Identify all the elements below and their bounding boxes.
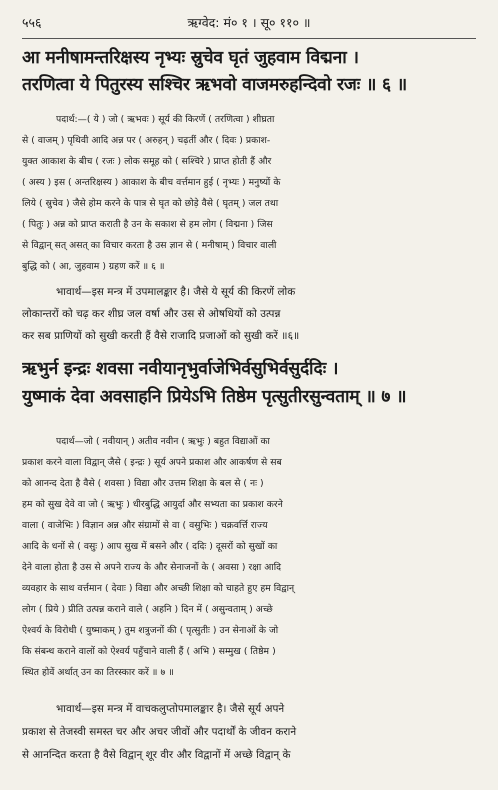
padartha-7-line: प्रकाश करने वाला विद्वान् जैसे ( इन्द्रः ) सूर्य अपने प्रकाश और आकर्षण से सब bbox=[22, 457, 282, 468]
padartha-7-line: को आनन्द देता है वैसे ( शवसा ) विद्या और उत्तम शिक्षा के बल से ( नः ) bbox=[22, 478, 264, 489]
running-title: ऋग्वेद: मं० १ । सू० ११० ॥ bbox=[187, 15, 311, 30]
padartha-7-line: स्थित होवें अर्थात् उन का तिरस्कार करें ॥ ७ ॥ bbox=[22, 667, 174, 678]
page-header bbox=[22, 14, 476, 34]
verse-6-line-2: तरणित्वा ये पितुरस्य सश्चिर ऋभवो वाजमरुहन्दिवो रजः ॥ ६ ॥ bbox=[22, 75, 407, 95]
bhavartha-7-line: प्रकाश से तेजस्वी समस्त चर और अचर जीवों और पदार्थों के जीवन कराने bbox=[22, 726, 297, 738]
bhavartha-6-line: कर सब प्राणियों को सुखी करती हैं वैसे राजादि प्रजाओं को सुखी करें ॥६॥ bbox=[22, 330, 300, 342]
padartha-6-line: ( अस्य ) इस ( अन्तरिक्षस्य ) आकाश के बीच वर्त्तमान हुई ( नृभ्यः ) मनुष्यों के bbox=[22, 177, 281, 188]
page-number: ५५६ bbox=[22, 15, 42, 30]
bhavartha-6-line: लोकान्तरों को चढ़ कर शीघ्र जल वर्षा और उस से ओषधियों को उत्पन्न bbox=[22, 308, 281, 320]
padartha-7-line: आदि के धनों से ( वसुः ) आप सुख में बसने और ( ददिः ) दूसरों को सुखों का bbox=[22, 541, 278, 552]
padartha-6-line: ( पितुः ) अन्न को प्राप्त कराती है उन के सकाश से हम लोग ( विद्मना ) जिस bbox=[22, 219, 273, 230]
verse-7-line-1: ऋभुर्न इन्द्रः शवसा नवीयानृभुर्वाजेभिर्वसुभिर्वसुर्ददिः । bbox=[22, 359, 339, 379]
verse-7-line-2: युष्माकं देवा अवसाहनि प्रियेऽभि तिष्ठेम पृत्सुतीरसुन्वताम् ॥ ७ ॥ bbox=[22, 387, 407, 407]
bhavartha-7-line: भावार्थ—इस मन्त्र में वाचकलुप्तोपमालङ्कार है। जैसे सूर्य अपने bbox=[56, 703, 285, 715]
padartha-6-line: पदार्थ:—( ये ) जो ( ऋभवः ) सूर्य की किरणें ( तरणित्वा ) शीघ्रता bbox=[56, 114, 275, 125]
bhavartha-6-line: भावार्थ—इस मन्त्र में उपमालङ्कार है। जैसे ये सूर्य की किरणें लोक bbox=[56, 286, 296, 298]
padartha-7-line: व्यवहार के साथ वर्त्तमान ( देवाः ) विद्या और अच्छी शिक्षा को चाहते हुए हम विद्वान् bbox=[22, 583, 295, 594]
padartha-6-line: युक्त आकाश के बीच ( रजः ) लोक समूह को ( सश्चिरे ) प्राप्त होती हैं और bbox=[22, 156, 272, 167]
padartha-7-line: हम को सुख देवे वा जो ( ऋभुः ) धीरबुद्धि आयुर्दा और सभ्यता का प्रकाश करने bbox=[22, 499, 283, 510]
bhavartha-7-line: से आनन्दित करता है वैसे विद्वान् शूर वीर और विद्वानों में अच्छे विद्वान् के bbox=[22, 749, 291, 761]
padartha-7-line: लोग ( प्रिये ) प्रीति उत्पन्न कराने वाले ( अहनि ) दिन में ( असुन्वताम् ) अच्छे bbox=[22, 604, 273, 615]
verse-6-line-1: आ मनीषामन्तरिक्षस्य नृभ्यः स्रुचेव घृतं जुहवाम विद्मना । bbox=[22, 48, 359, 68]
header-rule bbox=[22, 38, 476, 39]
padartha-6-line: बुद्धि को ( आ, जुहवाम ) ग्रहण करें ॥ ६ ॥ bbox=[22, 261, 165, 272]
padartha-6-line: से विद्वान् सत् असत् का विचार करता है उस ज्ञान से ( मनीषाम् ) विचार वाली bbox=[22, 240, 277, 251]
padartha-7-line: ऐश्वर्य के विरोधी ( युष्माकम् ) तुम शत्रुजनों की ( पृत्सुतीः ) उन सेनाओं के जो bbox=[22, 625, 279, 636]
padartha-7-line: वाला ( वाजेभिः ) विज्ञान अन्न और संग्रामों से वा ( वसुभिः ) चक्रवर्त्ति राज्य bbox=[22, 520, 268, 531]
padartha-7-line: देने वाला होता है उस से अपने राज्य के और सेनाजनों के ( अवसा ) रक्षा आदि bbox=[22, 562, 282, 573]
padartha-6-line: से ( वाजम् ) पृथिवी आदि अन्न पर ( अरुहन् ) चढ़तीं और ( दिवः ) प्रकाश- bbox=[22, 135, 271, 146]
padartha-6-line: लिये ( स्रुचेव ) जैसे होम करने के पात्र से घृत को छोड़े वैसे ( घृतम् ) जल तथा bbox=[22, 198, 279, 209]
padartha-7-line: कि संबन्ध कराने वालों को ऐश्वर्य पहुँचाने वाली हैं ( अभि ) सम्मुख ( तिष्ठेम ) bbox=[22, 646, 276, 657]
padartha-7-line: पदार्थ—जो ( नवीयान् ) अतीव नवीन ( ऋभुः ) बहुत विद्याओं का bbox=[56, 436, 270, 447]
